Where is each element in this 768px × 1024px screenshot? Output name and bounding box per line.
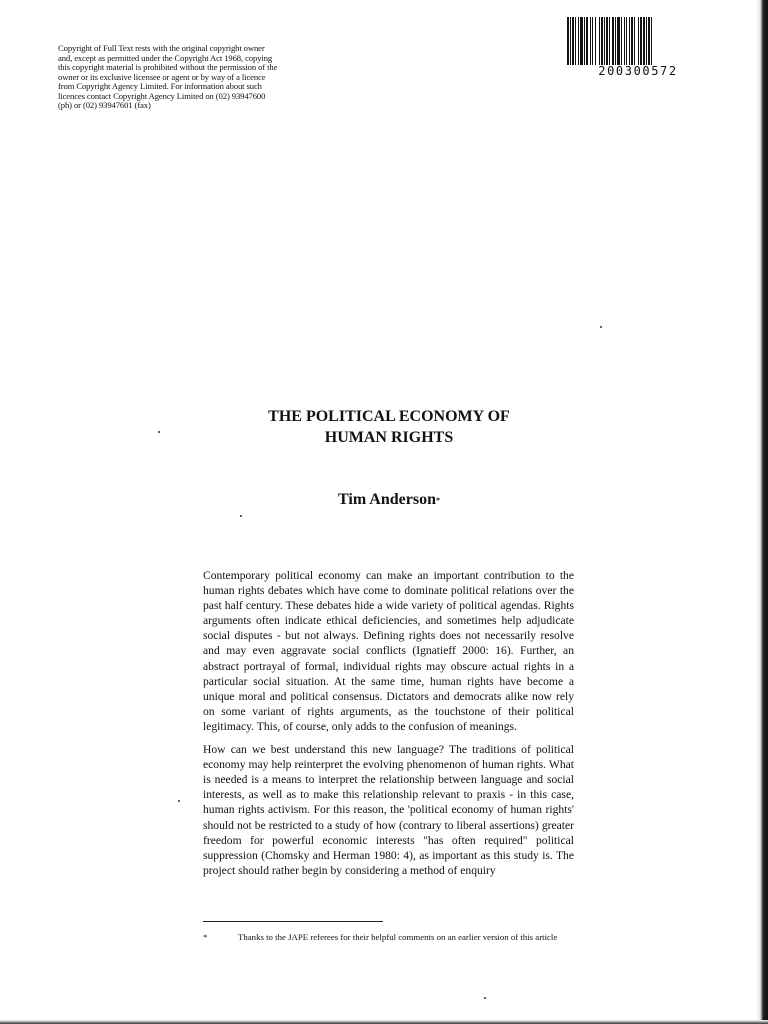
barcode-bar [609, 17, 610, 65]
barcode-bar [651, 17, 652, 65]
author-name: Tim Anderson [338, 491, 436, 508]
body-paragraph-1: Contemporary political economy can make an important contribution to the human rights debates which have come to dominate political relations over the past half century. These debates hide a wide variety of political agendas. Rights arguments often indicate ethical deficiencies, and sometimes help adjudicate social disputes - but not always. Defining rights does not necessarily resolve and may even aggravate social conflicts (Ignatieff 2000: 16). Further, an abstract portrayal of formal, individual rights may obscure actual rights in a particular social situation. At the same time, human rights have become a unique moral and political consensus. Dictators and democrats alike now rely on some variant of rights arguments, as the touchstone of their political legitimacy. This, of course, only adds to the confusion of meanings. [203, 569, 574, 733]
barcode-bar [578, 17, 579, 65]
barcode-bar [629, 17, 630, 65]
scan-edge-bottom [0, 1020, 768, 1024]
barcode-bar [621, 17, 622, 65]
barcode-bar [584, 17, 585, 65]
scan-speck [178, 800, 180, 802]
barcode-bar [572, 17, 574, 65]
barcode-bar [567, 17, 569, 65]
author-name-block [200, 490, 578, 510]
scan-speck [600, 326, 602, 328]
barcode-bar [640, 17, 642, 65]
barcode-bar [580, 17, 583, 65]
barcode-bar [604, 17, 605, 65]
scan-speck [158, 431, 160, 433]
article-title-line-1: THE POLITICAL ECONOMY OF [268, 408, 510, 425]
barcode-bar [643, 17, 645, 65]
barcode-bar [586, 17, 588, 65]
barcode-bar [612, 17, 614, 65]
barcode-bar [638, 17, 639, 65]
copyright-notice: Copyright of Full Text rests with the original copyright owner and, except as permitted under the Copyright Act 1968, copying this copyright material is prohibited without the permission of the owner or its exclusive licensee or agent or by way of a licence from Copyright Agency Limited. For information about such licences contact Copyright Agency Limited on (02) 93947600 (ph) or (02) 93947601 (fax) [58, 43, 278, 110]
barcode-label [566, 17, 710, 78]
barcode-bar [615, 17, 616, 65]
scan-edge-right [756, 0, 768, 1024]
barcode-bar [575, 17, 576, 65]
scan-speck [240, 515, 242, 517]
barcode-bar [631, 17, 633, 65]
body-paragraph-2: How can we best understand this new language? The traditions of political economy may help reinterpret the evolving phenomenon of human rights. What is needed is a means to interpret the relationship between language and social interests, as well as to make this relationship relevant to praxis - in this case, human rights activism. For this reason, the 'political economy of human rights' should not be restricted to a study of how (contrary to liberal assertions) greater freedom for powerful economic interests "has often required" political suppression (Chomsky and Herman 1980: 4), as important as this study is. The project should rather begin by considering a method of enquiry [203, 743, 574, 877]
footnote-text: Thanks to the JAPE referees for their helpful comments on an earlier version of this article [238, 932, 558, 942]
barcode-bar [595, 17, 596, 65]
barcode-bar [606, 17, 608, 65]
barcode-bar [626, 17, 627, 65]
article-body [203, 568, 574, 886]
barcode-icon [566, 17, 708, 65]
article-title [200, 406, 578, 448]
barcode-bar [646, 17, 647, 65]
barcode-bar [570, 17, 571, 65]
footnote [203, 932, 578, 943]
footnote-divider [203, 921, 383, 922]
scan-speck [484, 997, 486, 999]
article-title-line-2: HUMAN RIGHTS [324, 429, 454, 446]
barcode-bar [590, 17, 591, 65]
barcode-bar [648, 17, 650, 65]
barcode-bar [624, 17, 625, 65]
author-footnote-mark: * [435, 496, 440, 505]
barcode-bar [617, 17, 620, 65]
barcode-bar [592, 17, 593, 65]
barcode-bar [601, 17, 603, 65]
barcode-bar [599, 17, 600, 65]
barcode-bar [634, 17, 635, 65]
barcode-number: 200300572 [598, 64, 678, 78]
footnote-mark: * [203, 932, 208, 942]
